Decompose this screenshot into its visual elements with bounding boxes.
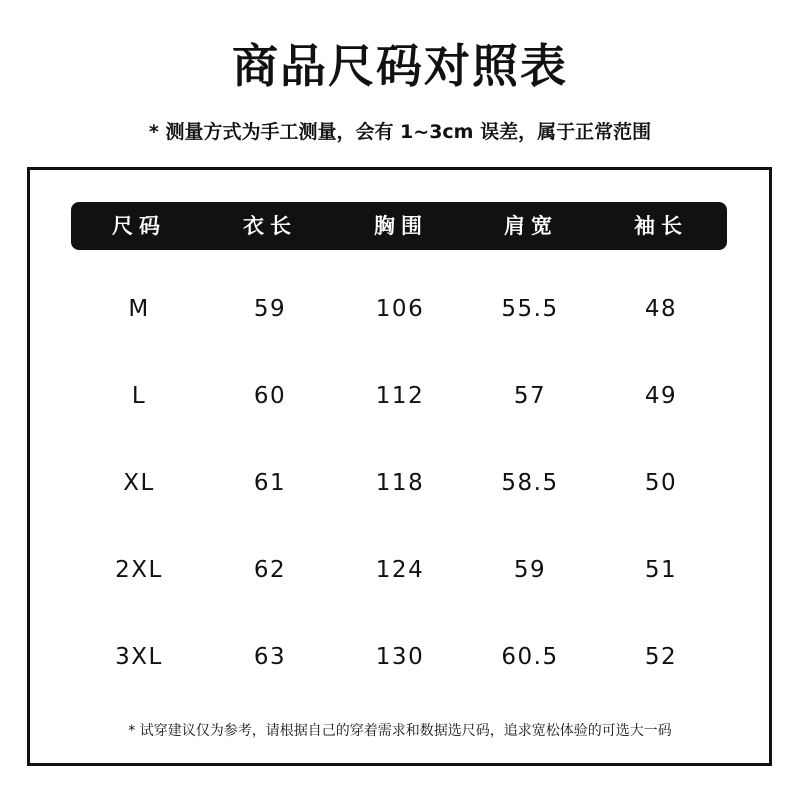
cell-chest: 118 [375, 470, 425, 496]
cell-sleeve: 48 [644, 296, 678, 322]
header-size: 尺码 [112, 214, 166, 238]
size-table-header [71, 202, 727, 250]
cell-shoulder: 55.5 [501, 296, 559, 322]
table-row [0, 376, 800, 416]
header-sleeve: 袖长 [634, 214, 688, 238]
cell-shoulder: 59 [513, 557, 547, 583]
cell-shoulder: 57 [513, 383, 547, 409]
cell-chest: 106 [375, 296, 425, 322]
header-shoulder: 肩宽 [504, 214, 558, 238]
cell-shoulder: 58.5 [501, 470, 559, 496]
cell-length: 61 [253, 470, 287, 496]
cell-chest: 112 [375, 383, 425, 409]
table-row [0, 463, 800, 503]
page-title: 商品尺码对照表 [232, 39, 568, 93]
table-row [0, 289, 800, 329]
cell-length: 59 [253, 296, 287, 322]
cell-shoulder: 60.5 [501, 644, 559, 670]
cell-size: 3XL [115, 644, 163, 670]
cell-sleeve: 51 [644, 557, 678, 583]
measurement-note: * 测量方式为手工测量，会有 1~3cm 误差，属于正常范围 [148, 121, 652, 143]
cell-size: L [131, 383, 147, 409]
cell-length: 63 [253, 644, 287, 670]
cell-chest: 124 [375, 557, 425, 583]
cell-length: 62 [253, 557, 287, 583]
cell-chest: 130 [375, 644, 425, 670]
cell-size: 2XL [115, 557, 163, 583]
cell-sleeve: 49 [644, 383, 678, 409]
cell-size: XL [123, 470, 155, 496]
header-length: 衣长 [243, 214, 297, 238]
cell-sleeve: 52 [644, 644, 678, 670]
cell-sleeve: 50 [644, 470, 678, 496]
table-row [0, 637, 800, 677]
cell-size: M [128, 296, 150, 322]
fitting-advice-note: * 试穿建议仅为参考，请根据自己的穿着需求和数据选尺码，追求宽松体验的可选大一码 [128, 723, 672, 739]
cell-length: 60 [253, 383, 287, 409]
header-chest: 胸围 [374, 214, 428, 238]
table-row [0, 550, 800, 590]
